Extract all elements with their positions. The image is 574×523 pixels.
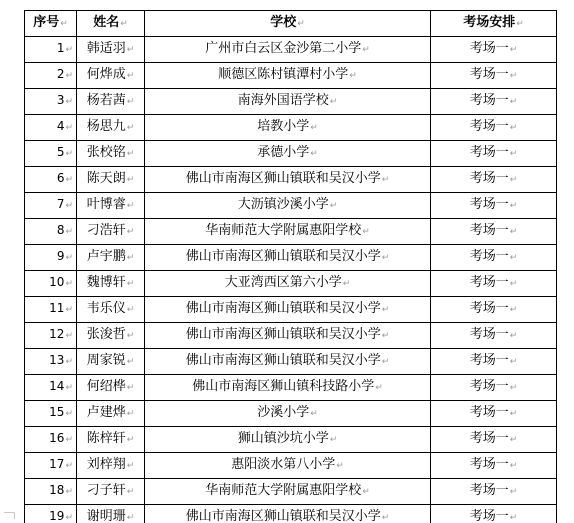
table-row (25, 141, 557, 167)
paragraph-mark-icon: ↵ (60, 19, 68, 29)
paragraph-mark-icon: ↵ (65, 201, 73, 211)
table-row (25, 271, 557, 297)
paragraph-mark-icon: ↵ (126, 409, 135, 419)
cell-school[interactable]: 狮山镇沙坑小学↵ (145, 427, 431, 453)
cell-room[interactable]: 考场一↵ (431, 219, 557, 245)
cell-name[interactable]: 谢明珊↵ (77, 505, 145, 523)
paragraph-mark-icon: ↵ (362, 45, 370, 55)
header-index[interactable]: 序号↵ (25, 11, 77, 37)
paragraph-mark-icon: ↵ (375, 383, 383, 393)
paragraph-mark-icon: ↵ (126, 461, 135, 471)
paragraph-mark-icon: ↵ (509, 45, 518, 55)
table-body (25, 37, 557, 523)
cell-school[interactable]: 南海外国语学校↵ (145, 89, 431, 115)
table-row (25, 375, 557, 401)
cell-school[interactable]: 大亚湾西区第六小学↵ (145, 271, 431, 297)
cell-index[interactable]: 3↵ (25, 89, 77, 115)
table-row (25, 479, 557, 505)
table-row (25, 427, 557, 453)
paragraph-mark-icon: ↵ (509, 71, 518, 81)
paragraph-mark-icon: ↵ (381, 513, 390, 523)
cell-index[interactable]: 7↵ (25, 193, 77, 219)
cell-name[interactable]: 杨若茜↵ (77, 89, 145, 115)
paragraph-mark-icon: ↵ (509, 227, 518, 237)
table-row (25, 193, 557, 219)
paragraph-mark-icon: ↵ (65, 409, 73, 419)
cell-room[interactable]: 考场一↵ (431, 349, 557, 375)
paragraph-mark-icon: ↵ (381, 331, 390, 341)
cell-room[interactable]: 考场一↵ (431, 141, 557, 167)
cell-school[interactable]: 佛山市南海区狮山镇联和吴汉小学↵ (145, 297, 431, 323)
cell-index[interactable]: 14↵ (25, 375, 77, 401)
paragraph-mark-icon: ↵ (65, 461, 73, 471)
paragraph-mark-icon: ↵ (509, 331, 518, 341)
cell-name[interactable]: 张校铭↵ (77, 141, 145, 167)
paragraph-mark-icon: ↵ (509, 201, 518, 211)
cell-room[interactable]: 考场一↵ (431, 37, 557, 63)
paragraph-mark-icon: ↵ (65, 305, 73, 315)
cell-school[interactable]: 承德小学↵ (145, 141, 431, 167)
paragraph-mark-icon: ↵ (509, 305, 518, 315)
cell-name[interactable]: 周家锐↵ (77, 349, 145, 375)
paragraph-mark-icon: ↵ (509, 435, 518, 445)
cell-school[interactable]: 佛山市南海区狮山镇联和吴汉小学↵ (145, 505, 431, 523)
paragraph-mark-icon: ↵ (126, 487, 135, 497)
cell-index[interactable]: 19↵ (25, 505, 77, 523)
cell-room[interactable]: 考场一↵ (431, 401, 557, 427)
cell-name[interactable]: 刁子轩↵ (77, 479, 145, 505)
cell-room[interactable]: 考场一↵ (431, 271, 557, 297)
cell-name[interactable]: 卢建烨↵ (77, 401, 145, 427)
paragraph-mark-icon: ↵ (509, 513, 518, 523)
cell-room[interactable]: 考场一↵ (431, 453, 557, 479)
paragraph-mark-icon: ↵ (120, 19, 128, 29)
student-exam-table (24, 10, 557, 523)
header-school[interactable]: 学校↵ (145, 11, 431, 37)
paragraph-mark-icon: ↵ (126, 279, 135, 289)
cell-index[interactable]: 12↵ (25, 323, 77, 349)
cell-room[interactable]: 考场一↵ (431, 505, 557, 523)
paragraph-mark-icon: ↵ (65, 149, 73, 159)
cell-school[interactable]: 佛山市南海区狮山镇联和吴汉小学↵ (145, 167, 431, 193)
cell-room[interactable]: 考场一↵ (431, 115, 557, 141)
paragraph-mark-icon: ↵ (516, 19, 524, 29)
paragraph-mark-icon: ↵ (126, 201, 135, 211)
cell-index[interactable]: 6↵ (25, 167, 77, 193)
cell-name[interactable]: 何烨成↵ (77, 63, 145, 89)
paragraph-mark-icon: ↵ (310, 123, 318, 133)
paragraph-mark-icon: ↵ (381, 175, 390, 185)
paragraph-mark-icon: ↵ (126, 97, 135, 107)
paragraph-mark-icon: ↵ (381, 305, 390, 315)
paragraph-mark-icon: ↵ (509, 487, 518, 497)
cell-index[interactable]: 10↵ (25, 271, 77, 297)
paragraph-mark-icon: ↵ (126, 45, 135, 55)
paragraph-mark-icon: ↵ (65, 227, 73, 237)
paragraph-mark-icon: ↵ (65, 71, 73, 81)
cell-index[interactable]: 1↵ (25, 37, 77, 63)
cell-index[interactable]: 9↵ (25, 245, 77, 271)
cell-school[interactable]: 佛山市南海区狮山镇联和吴汉小学↵ (145, 323, 431, 349)
cell-room[interactable]: 考场一↵ (431, 323, 557, 349)
cell-index[interactable]: 18↵ (25, 479, 77, 505)
cell-school[interactable]: 惠阳淡水第八小学↵ (145, 453, 431, 479)
cell-school[interactable]: 佛山市南海区狮山镇科技路小学↵ (145, 375, 431, 401)
cell-name[interactable]: 陈梓轩↵ (77, 427, 145, 453)
header-room[interactable]: 考场安排↵ (431, 11, 557, 37)
paragraph-mark-icon: ↵ (509, 123, 518, 133)
paragraph-mark-icon: ↵ (126, 305, 135, 315)
cell-room[interactable]: 考场一↵ (431, 297, 557, 323)
cell-school[interactable]: 大沥镇沙溪小学↵ (145, 193, 431, 219)
paragraph-mark-icon: ↵ (65, 487, 73, 497)
paragraph-mark-icon: ↵ (509, 409, 518, 419)
paragraph-mark-icon: ↵ (310, 149, 318, 159)
paragraph-mark-icon: ↵ (126, 331, 135, 341)
cell-school[interactable]: 佛山市南海区狮山镇联和吴汉小学↵ (145, 349, 431, 375)
cell-index[interactable]: 13↵ (25, 349, 77, 375)
paragraph-mark-icon: ↵ (509, 383, 518, 393)
paragraph-mark-icon: ↵ (509, 357, 518, 367)
cell-index[interactable]: 17↵ (25, 453, 77, 479)
cell-room[interactable]: 考场一↵ (431, 193, 557, 219)
paragraph-mark-icon: ↵ (329, 97, 338, 107)
paragraph-mark-icon: ↵ (126, 149, 135, 159)
table-row (25, 453, 557, 479)
table-row (25, 167, 557, 193)
cell-name[interactable]: 叶博睿↵ (77, 193, 145, 219)
cell-name[interactable]: 韦乐仪↵ (77, 297, 145, 323)
cell-name[interactable]: 张浚哲↵ (77, 323, 145, 349)
cell-name[interactable]: 陈天朗↵ (77, 167, 145, 193)
cell-school[interactable]: 培教小学↵ (145, 115, 431, 141)
paragraph-mark-icon: ↵ (65, 435, 73, 445)
cell-room[interactable]: 考场一↵ (431, 167, 557, 193)
header-name[interactable]: 姓名↵ (77, 11, 145, 37)
paragraph-mark-icon: ↵ (126, 383, 135, 393)
paragraph-mark-icon: ↵ (65, 97, 73, 107)
cell-name[interactable]: 刁浩轩↵ (77, 219, 145, 245)
paragraph-mark-icon: ↵ (65, 45, 73, 55)
cell-name[interactable]: 卢宇鹏↵ (77, 245, 145, 271)
cell-school[interactable]: 佛山市南海区狮山镇联和吴汉小学↵ (145, 245, 431, 271)
cell-school[interactable]: 沙溪小学↵ (145, 401, 431, 427)
paragraph-mark-icon: ↵ (329, 435, 338, 445)
table-row (25, 115, 557, 141)
paragraph-mark-icon: ↵ (65, 513, 73, 523)
table-row (25, 89, 557, 115)
table-row (25, 323, 557, 349)
cell-index[interactable]: 2↵ (25, 63, 77, 89)
cell-room[interactable]: 考场一↵ (431, 63, 557, 89)
paragraph-mark-icon: ↵ (126, 253, 135, 263)
paragraph-mark-icon: ↵ (297, 19, 305, 29)
cell-name[interactable]: 刘梓翔↵ (77, 453, 145, 479)
cell-room[interactable]: 考场一↵ (431, 375, 557, 401)
cell-name[interactable]: 魏博轩↵ (77, 271, 145, 297)
paragraph-mark-icon: ↵ (126, 123, 135, 133)
paragraph-mark-icon: ↵ (126, 435, 135, 445)
paragraph-mark-icon: ↵ (509, 279, 518, 289)
paragraph-mark-icon: ↵ (126, 175, 135, 185)
table-row (25, 401, 557, 427)
paragraph-mark-icon: ↵ (329, 201, 338, 211)
paragraph-mark-icon: ↵ (126, 227, 135, 237)
cell-index[interactable]: 8↵ (25, 219, 77, 245)
paragraph-mark-icon: ↵ (336, 461, 344, 471)
cell-name[interactable]: 韩适羽↵ (77, 37, 145, 63)
paragraph-mark-icon: ↵ (362, 227, 370, 237)
paragraph-mark-icon: ↵ (65, 383, 73, 393)
paragraph-mark-icon: ↵ (509, 253, 518, 263)
paragraph-mark-icon: ↵ (310, 409, 318, 419)
cell-room[interactable]: 考场一↵ (431, 89, 557, 115)
paragraph-mark-icon: ↵ (381, 357, 390, 367)
paragraph-mark-icon: ↵ (362, 487, 370, 497)
paragraph-mark-icon: ↵ (381, 253, 390, 263)
table-row (25, 505, 557, 523)
paragraph-mark-icon: ↵ (126, 513, 135, 523)
paragraph-mark-icon: ↵ (126, 71, 135, 81)
cell-room[interactable]: 考场一↵ (431, 245, 557, 271)
paragraph-mark-icon: ↵ (509, 461, 518, 471)
table-row (25, 219, 557, 245)
paragraph-mark-icon: ↵ (126, 357, 135, 367)
table-row (25, 63, 557, 89)
paragraph-mark-icon: ↵ (509, 149, 518, 159)
table-row (25, 245, 557, 271)
cell-school[interactable]: 华南师范大学附属惠阳学校↵ (145, 479, 431, 505)
table-header-row (25, 11, 557, 37)
cell-index[interactable]: 5↵ (25, 141, 77, 167)
cell-school[interactable]: 顺德区陈村镇潭村小学↵ (145, 63, 431, 89)
table-row (25, 349, 557, 375)
paragraph-mark-icon: ↵ (65, 253, 73, 263)
page-corner-mark (4, 512, 15, 519)
cell-index[interactable]: 11↵ (25, 297, 77, 323)
cell-index[interactable]: 4↵ (25, 115, 77, 141)
paragraph-mark-icon: ↵ (65, 331, 73, 341)
table-row (25, 297, 557, 323)
paragraph-mark-icon: ↵ (342, 279, 351, 289)
paragraph-mark-icon: ↵ (65, 357, 73, 367)
paragraph-mark-icon: ↵ (65, 279, 73, 289)
paragraph-mark-icon: ↵ (509, 175, 518, 185)
paragraph-mark-icon: ↵ (509, 97, 518, 107)
cell-school[interactable]: 广州市白云区金沙第二小学↵ (145, 37, 431, 63)
cell-name[interactable]: 何绍桦↵ (77, 375, 145, 401)
cell-room[interactable]: 考场一↵ (431, 479, 557, 505)
paragraph-mark-icon: ↵ (65, 123, 73, 133)
paragraph-mark-icon: ↵ (65, 175, 73, 185)
table-row (25, 37, 557, 63)
cell-name[interactable]: 杨思九↵ (77, 115, 145, 141)
cell-school[interactable]: 华南师范大学附属惠阳学校↵ (145, 219, 431, 245)
paragraph-mark-icon: ↵ (349, 71, 357, 81)
cell-room[interactable]: 考场一↵ (431, 427, 557, 453)
cell-index[interactable]: 16↵ (25, 427, 77, 453)
cell-index[interactable]: 15↵ (25, 401, 77, 427)
